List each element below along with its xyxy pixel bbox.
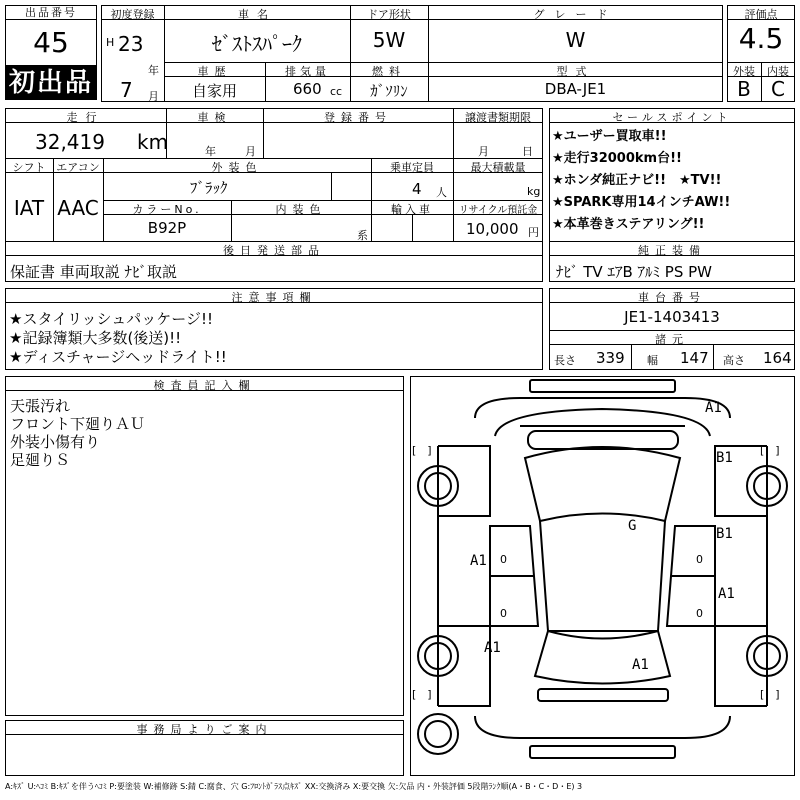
width: 147 xyxy=(680,349,709,367)
car-name-label: 車名 xyxy=(238,8,276,21)
zero-mark: 0 xyxy=(500,553,507,566)
transfer-label: 譲渡書類期限 xyxy=(465,111,531,124)
bracket-mark: [ ] xyxy=(412,688,432,701)
month-unit: 月 xyxy=(148,90,159,103)
inspection-label: 車検 xyxy=(197,111,232,124)
capacity: 4 xyxy=(412,180,422,198)
later-parts: 保証書 車両取説 ﾅﾋﾞ取説 xyxy=(10,263,178,281)
kg-unit: kg xyxy=(527,185,541,198)
height-label: 高さ xyxy=(723,354,745,367)
grade-label: グレード xyxy=(533,8,618,21)
zero-mark: 0 xyxy=(696,607,703,620)
inspector-line: 足廻りＳ xyxy=(10,451,71,469)
fuel: ｶﾞｿﾘﾝ xyxy=(370,82,408,100)
mileage: 32,419 xyxy=(35,130,105,154)
grade: W xyxy=(565,28,586,52)
int-grade-label: 内装 xyxy=(767,65,789,78)
damage-mark: A1 xyxy=(718,586,735,602)
door-label: ドア形状 xyxy=(367,8,411,21)
score-label: 評価点 xyxy=(744,8,778,21)
office-label: 事務局よりご案内 xyxy=(136,723,273,736)
inspector-label: 検査員記入欄 xyxy=(153,379,256,392)
car-diagram xyxy=(410,376,795,776)
later-parts-label: 後日発送部品 xyxy=(223,244,325,257)
zero-mark: 0 xyxy=(696,553,703,566)
model-label: 型式 xyxy=(556,65,595,78)
era-label: H xyxy=(106,36,115,49)
mileage-label: 走行 xyxy=(66,111,105,124)
capacity-label: 乗車定員 xyxy=(390,161,434,174)
displacement: 660 xyxy=(293,80,322,98)
note-item: ★スタイリッシュパッケージ!! xyxy=(9,310,213,328)
sales-point: ★走行32000km台!! xyxy=(552,151,682,166)
door-type: 5W xyxy=(372,28,406,52)
bracket-mark: [ ] xyxy=(412,444,432,457)
shift: IAT xyxy=(13,196,45,220)
height: 164 xyxy=(763,349,792,367)
notes-label: 注意事項欄 xyxy=(231,291,317,304)
spec-label: 諸元 xyxy=(655,333,689,346)
transfer-month-unit: 月 xyxy=(478,145,489,158)
inspector-line: フロント下廻りＡＵ xyxy=(10,415,146,433)
history: 自家用 xyxy=(191,82,237,100)
displacement-label: 排気量 xyxy=(285,65,330,78)
recycle-label: リサイクル預託金 xyxy=(458,205,538,216)
model: DBA-JE1 xyxy=(544,80,607,98)
width-label: 幅 xyxy=(647,354,658,367)
ext-grade: B xyxy=(737,77,751,101)
inspection-year-unit: 年 xyxy=(205,145,216,158)
ac: AAC xyxy=(57,196,99,220)
km-unit: km xyxy=(137,130,169,154)
note-item: ★ディスチャージヘッドライト!! xyxy=(9,348,227,366)
import-label: 輸入車 xyxy=(391,203,433,216)
chassis-label: 車台番号 xyxy=(638,291,706,304)
ac-label: エアコン xyxy=(56,161,100,174)
length: 339 xyxy=(596,349,625,367)
damage-mark: A1 xyxy=(470,553,487,569)
fuel-label: 燃料 xyxy=(372,65,406,78)
damage-mark: A1 xyxy=(484,640,501,656)
color-label: 外装色 xyxy=(211,161,263,174)
person-unit: 人 xyxy=(436,186,447,199)
lot-number: 45 xyxy=(33,26,69,59)
first-reg-year: 23 xyxy=(118,32,144,56)
damage-mark: B1 xyxy=(716,450,733,466)
equipment-label: 純正装備 xyxy=(638,244,706,257)
length-label: 長さ xyxy=(554,354,576,367)
bracket-mark: [ ] xyxy=(760,688,780,701)
bracket-mark: [ ] xyxy=(760,444,780,457)
recycle: 10,000 xyxy=(466,220,519,238)
sales-point: ★ユーザー買取車!! xyxy=(552,129,667,144)
legend: A:ｷｽﾞ U:ﾍｺﾐ B:ｷｽﾞを伴うﾍｺﾐ P:要塗装 W:補修跡 S:錆 C:腐食、穴 G:ﾌﾛﾝﾄｶﾞﾗｽ点ｷｽﾞ XX:交換済み X:要交換 欠:欠品 内・外装評価 5段階ﾗﾝｸ順(A・B・C・D・E) 3 xyxy=(5,782,583,791)
int-color-label: 内装色 xyxy=(275,203,327,216)
inspector-line: 外装小傷有り xyxy=(10,433,101,451)
sales-point: ★本革巻きステアリング!! xyxy=(552,217,705,232)
lot-number-label: 出品番号 xyxy=(6,6,96,20)
transfer-day-unit: 日 xyxy=(522,145,533,158)
history-label: 車歴 xyxy=(197,65,232,78)
damage-mark: B1 xyxy=(716,526,733,542)
cc-unit: cc xyxy=(330,85,343,98)
ext-grade-label: 外装 xyxy=(733,65,755,78)
color-no-label: カラーNo. xyxy=(132,203,202,216)
reg-no-label: 登録番号 xyxy=(324,111,392,124)
damage-mark: G xyxy=(628,518,637,534)
year-unit: 年 xyxy=(148,64,159,77)
color: ﾌﾞﾗｯｸ xyxy=(190,179,228,197)
inspection-month-unit: 月 xyxy=(245,145,256,158)
shift-label: シフト xyxy=(12,161,46,174)
damage-mark: A1 xyxy=(632,657,649,673)
lot-number-box xyxy=(5,5,97,66)
equipment: ﾅﾋﾞ TV ｴｱB ｱﾙﾐ PS PW xyxy=(556,263,712,281)
color-no: B92P xyxy=(147,219,187,237)
first-reg-month: 7 xyxy=(120,78,133,102)
int-color-unit: 系 xyxy=(357,229,368,242)
chassis-number: JE1-1403413 xyxy=(624,308,720,326)
score: 4.5 xyxy=(738,22,784,55)
damage-mark: A1 xyxy=(705,400,722,416)
zero-mark: 0 xyxy=(500,607,507,620)
load-label: 最大積載量 xyxy=(470,161,526,174)
int-grade: C xyxy=(771,77,785,101)
first-reg-label: 初度登録 xyxy=(110,8,155,21)
note-item: ★記録簿類大多数(後送)!! xyxy=(9,329,182,347)
car-name: ｾﾞｽﾄｽﾊﾟｰｸ xyxy=(212,32,302,56)
sales-point: ★SPARK専用14インチAW!! xyxy=(552,195,731,210)
sales-point: ★ホンダ純正ナビ!! ★TV!! xyxy=(552,173,722,188)
first-listing-badge: 初出品 xyxy=(5,66,97,100)
inspector-line: 天張汚れ xyxy=(10,397,71,415)
sales-points-label: セールスポイント xyxy=(612,111,732,124)
yen-unit: 円 xyxy=(528,226,539,239)
